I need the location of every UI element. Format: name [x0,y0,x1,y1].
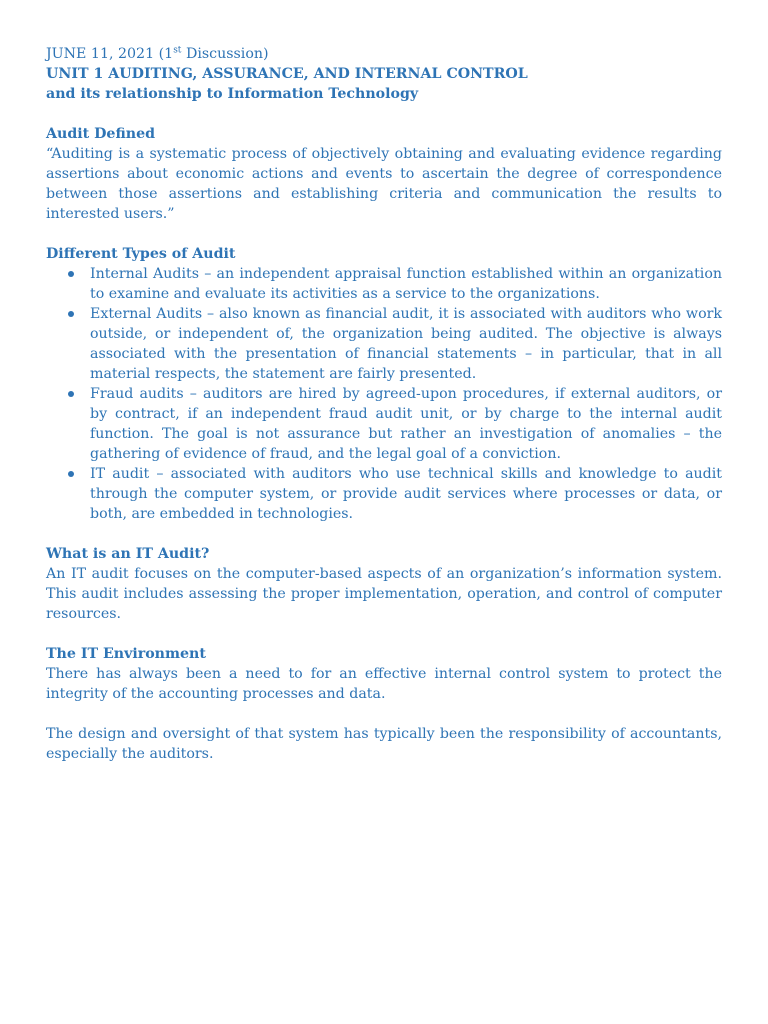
bullet-icon [68,271,74,277]
audit-defined-heading: Audit Defined [46,126,156,142]
unit-subtitle: and its relationship to Information Technology [46,86,419,102]
spacer [46,704,722,724]
it-audit-body: An IT audit focuses on the computer-based aspects of an organization’s information system. This audit includes assessing the proper implementation, operation, and control of computer resources. [46,566,722,622]
list-item-text: Fraud audits – auditors are hired by agreed-upon procedures, if external auditors, or by contract, if an independent fraud audit unit, or by charge to the internal audit function. The goal is not assurance but rather an investigation of anomalies – the gathering of evidence of fraud, and the legal goal of a conviction. [90,386,722,462]
bullet-icon [68,471,74,477]
spacer [46,524,722,544]
date-superscript: st [173,45,182,56]
spacer [46,224,722,244]
discussion-date [46,44,722,64]
list-item-text: Internal Audits – an independent appraisal function established within an organization to examine and evaluate its activities as a service to the organizations. [90,266,722,302]
audit-defined-body: “Auditing is a systematic process of objectively obtaining and evaluating evidence regarding assertions about economic actions and events to ascertain the degree of correspondence between those assertions and establishing criteria and communication the results to interested users.” [46,146,722,222]
list-item [46,384,722,464]
bullet-icon [68,311,74,317]
it-environment-body-1: There has always been a need to for an effective internal control system to protect the integrity of the accounting processes and data. [46,666,722,702]
bullet-icon [68,391,74,397]
types-of-audit-heading: Different Types of Audit [46,246,236,262]
types-of-audit-list [46,264,722,524]
list-item [46,304,722,384]
spacer [46,104,722,124]
spacer [46,624,722,644]
date-prefix: JUNE 11, 2021 (1 [46,46,174,62]
list-item-text: IT audit – associated with auditors who use technical skills and knowledge to audit through the computer system, or provide audit services where processes or data, or both, are embedded in technologies. [90,466,722,522]
it-environment-body-2: The design and oversight of that system has typically been the responsibility of accountants, especially the auditors. [46,726,722,762]
document-page [46,44,722,764]
list-item [46,464,722,524]
date-suffix: Discussion) [181,46,269,62]
list-item-text: External Audits – also known as financial audit, it is associated with auditors who work outside, or independent of, the organization being audited. The objective is always associated with the presentation of financial statements – in particular, that in all material respects, the statement are fairly presented. [90,306,722,382]
list-item [46,264,722,304]
it-environment-heading: The IT Environment [46,646,206,662]
unit-title: UNIT 1 AUDITING, ASSURANCE, AND INTERNAL CONTROL [46,66,528,82]
it-audit-heading: What is an IT Audit? [46,546,210,562]
